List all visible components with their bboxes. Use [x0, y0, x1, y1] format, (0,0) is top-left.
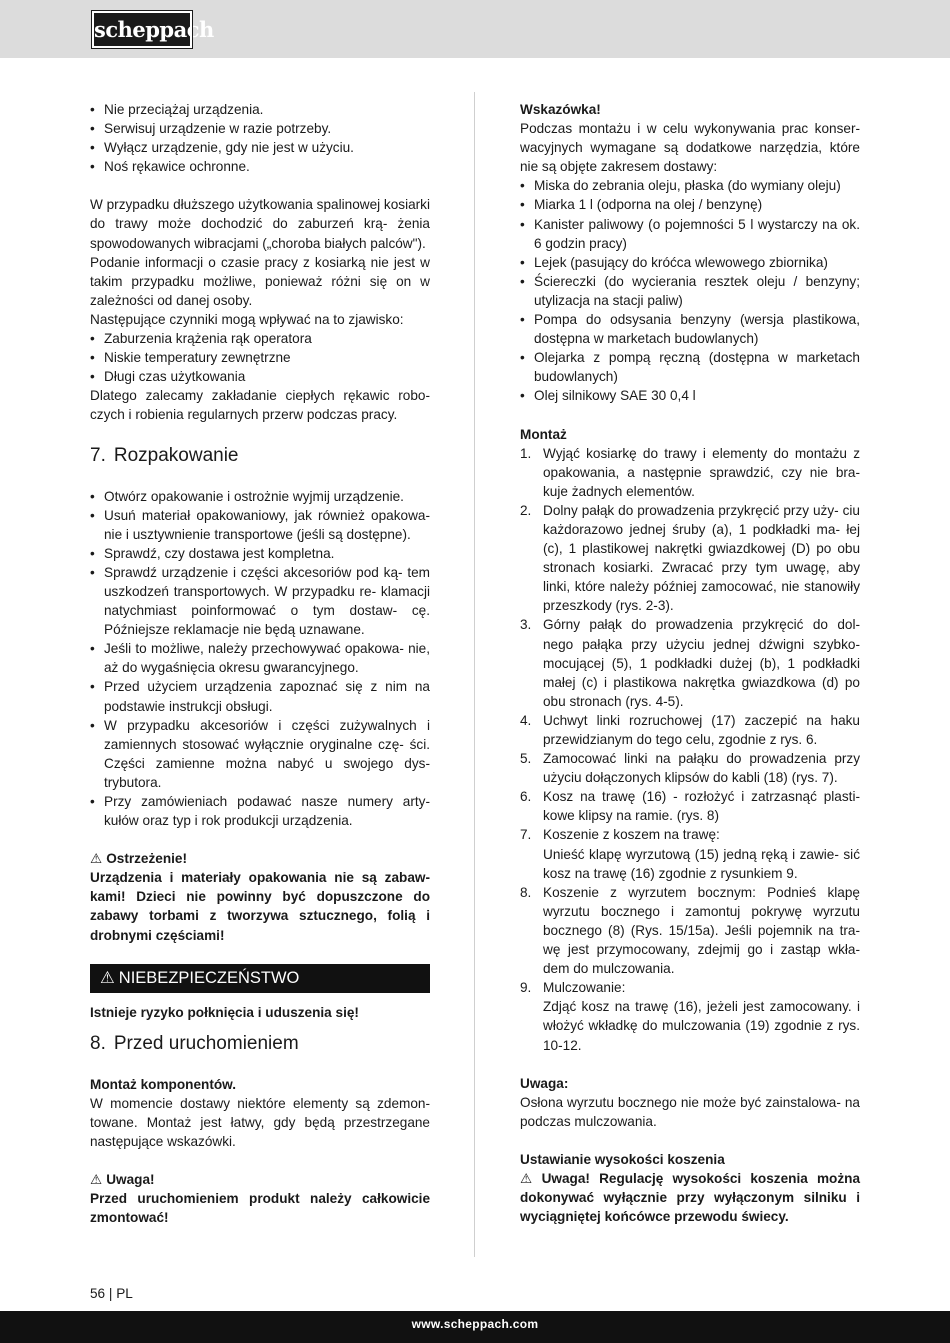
factors-list: [90, 329, 430, 386]
worktime-paragraph: Podanie informacji o czasie pracy z kosiarką nie jest w takim przypadku możliwe, ponieważ różni się on w zależności od danej osoby.: [90, 254, 430, 308]
right-column: [520, 100, 860, 1226]
danger-text: Istnieje ryzyko połknięcia i uduszenia się!: [90, 1004, 359, 1020]
note-heading: Uwaga:: [520, 1075, 569, 1091]
list-item: • Przed użyciem urządzenia zapoznać się z nim na podstawie instrukcji obsługi.: [90, 677, 430, 715]
tools-list: [520, 176, 860, 405]
recommendation-paragraph: Dlatego zalecamy zakładanie ciepłych rękawic robo- czych i robienia regularnych przerw podczas pracy.: [90, 388, 430, 423]
section-7-heading: 7. Rozpakowanie: [90, 444, 239, 466]
left-column: [90, 100, 430, 1227]
list-item: • Miska do zebrania oleju, płaska (do wymiany oleju): [520, 176, 860, 195]
list-item: • Zaburzenia krążenia rąk operatora: [90, 329, 430, 348]
hint-heading: Wskazówka!: [520, 102, 601, 117]
list-item: 8. Koszenie z wyrzutem bocznym: Podnieś klapę wyrzutu bocznego i zamontuj pokrywę wyrzutu bocznego (8) (Rys. 15/15a). Jeśli pojemnik na tra- wę jest przymocowany, zdejmij go i zastąp wkła- dem do mulczowania.: [520, 884, 860, 977]
list-item: • Jeśli to możliwe, należy przechowywać opakowa- nie, aż do wygaśnięcia okresu gwarancyjnego.: [90, 639, 430, 677]
usage-bullets: [90, 100, 430, 176]
brand-logo: scheppach: [92, 11, 192, 48]
note-text: Osłona wyrzutu bocznego nie może być zainstalowa- na podczas mulczowania.: [520, 1094, 860, 1129]
list-item: • Usuń materiał opakowaniowy, jak również opakowa- nie i usztywnienie transportowe (jeśli są dostępne).: [90, 506, 430, 544]
list-item: 7. Koszenie z koszem na trawę: Unieść klapę wyrzutową (15) jedną ręką i zawie- sić kosz na trawę (16) zgodnie z rysunkiem 9.: [520, 827, 860, 881]
list-item: • Pompa do odsysania benzyny (wersja plastikowa, dostępna w marketach budowlanych): [520, 310, 860, 348]
list-item: • Lejek (pasujący do króćca wlewowego zbiornika): [520, 253, 860, 272]
list-item: 1. Wyjąć kosiarkę do trawy i elementy do montażu z opakowania, a następnie sprawdzić, czy nie bra- kuje żadnych elementów.: [520, 445, 860, 499]
list-item: • Kanister paliwowy (o pojemności 5 l wystarczy na ok. 6 godzin pracy): [520, 215, 860, 253]
list-item: • Olejarka z pompą ręczną (dostępna w marketach budowlanych): [520, 348, 860, 386]
list-item: • Otwórz opakowanie i ostrożnie wyjmij urządzenie.: [90, 487, 430, 506]
danger-triangle-icon: ⚠: [100, 968, 115, 987]
list-item: 6. Kosz na trawę (16) - rozłożyć i zatrzasnąć plasti- kowe klipsy na ramie. (rys. 8): [520, 789, 860, 824]
warning-heading: ⚠ Ostrzeżenie!: [90, 851, 188, 867]
hint-text: Podczas montażu i w celu wykonywania prac konser- wacyjnych wymagane są dodatkowe narzędzia, które nie są objęte zakresem dostawy:: [520, 121, 860, 175]
warning-text: Urządzenia i materiały opakowania nie są zabaw- kami! Dzieci nie powinny być dopuszczone do zabawy torbami z tworzywa sztucznego, folią i drobnymi częściami!: [90, 870, 430, 943]
warning-triangle-icon: ⚠: [90, 851, 103, 867]
list-item: 5. Zamocować linki na pałąku do prowadzenia przy użyciu dołączonych klipsów do kabli (18) (rys. 7).: [520, 751, 860, 786]
list-item: 3. Górny pałąk do prowadzenia przykręcić do dol- nego pałąka przy użyciu jednej dźwigni szybko- mocującej (5), 1 podkładki dużej (b), 1 podkładki małej (c) i plastikowa nakrętka gwiazdkowa (d) po obu stronach (rys. 4-5).: [520, 617, 860, 709]
height-triangle-icon: ⚠: [520, 1170, 538, 1186]
unpacking-list: [90, 487, 430, 831]
list-item: • Sprawdź urządzenie i części akcesoriów pod ką- tem uszkodzeń transportowych. W przypadku re- klamacji natychmiast poinformować o tym dostaw- cę. Późniejsze reklamacje nie będą uznawane.: [90, 563, 430, 639]
website-url[interactable]: www.scheppach.com: [411, 1317, 539, 1331]
height-heading: Ustawianie wysokości koszenia: [520, 1151, 725, 1167]
list-item: • Wyłącz urządzenie, gdy nie jest w użyciu.: [90, 138, 430, 157]
list-item: 9. Mulczowanie: Zdjąć kosz na trawę (16), jeżeli jest zamocowany. i włożyć wkładkę do mulczowania (19) zgodnie z rys. 10-12.: [520, 980, 860, 1053]
list-item: • Sprawdź, czy dostawa jest kompletna.: [90, 544, 430, 563]
list-item: • Noś rękawice ochronne.: [90, 157, 430, 176]
list-item: • Serwisuj urządzenie w razie potrzeby.: [90, 119, 430, 138]
list-item: • Przy zamówieniach podawać nasze numery arty- kułów oraz typ i rok produkcji urządzenia.: [90, 792, 430, 830]
assembly-steps: [520, 444, 860, 1055]
list-item: • Miarka 1 l (odporna na olej / benzynę): [520, 195, 860, 214]
list-item: • Nie przeciążaj urządzenia.: [90, 100, 430, 119]
caution-heading: ⚠ Uwaga!: [90, 1172, 155, 1188]
page-number: 56 | PL: [90, 1286, 133, 1301]
list-item: • Długi czas użytkowania: [90, 367, 430, 386]
column-divider: [474, 92, 475, 1257]
list-item: • Olej silnikowy SAE 30 0,4 l: [520, 386, 860, 405]
factors-intro: Następujące czynniki mogą wpływać na to zjawisko:: [90, 311, 404, 327]
section-8-heading: 8. Przed uruchomieniem: [90, 1032, 299, 1054]
list-item: • Ściereczki (do wycierania resztek oleju / benzyny; utylizacja na stacji paliw): [520, 272, 860, 310]
danger-banner: ⚠ NIEBEZPIECZEŃSTWO: [90, 964, 430, 993]
caution-text: Przed uruchomieniem produkt należy całkowicie zmontować!: [90, 1191, 430, 1226]
assembly-text: W momencie dostawy niektóre elementy są zdemon- towane. Montaż jest łatwy, gdy będą przestrzegane następujące wskazówki.: [90, 1095, 430, 1150]
assembly-heading: Montaż komponentów.: [90, 1076, 236, 1092]
caution-triangle-icon: ⚠: [90, 1172, 103, 1188]
list-item: • W przypadku akcesoriów i części zużywalnych i zamiennych stosować wyłącznie oryginalne czę- ści. Części zamienne można nabyć u swojego dys- trybutora.: [90, 716, 430, 792]
height-warning: ⚠ Uwaga! Regulację wysokości koszenia można dokonywać wyłącznie przy wyłączonym silniku i wyciągniętej końcówce przewodu świecy.: [520, 1170, 861, 1225]
montaz-heading: Montaż: [520, 426, 567, 442]
list-item: • Niskie temperatury zewnętrzne: [90, 348, 430, 367]
vibration-paragraph: W przypadku dłuższego użytkowania spalinowej kosiarki do trawy może dochodzić do zaburzeń krą- żenia spowodowanych wibracjami („choroba białych palców").: [90, 197, 431, 251]
list-item: 2. Dolny pałąk do prowadzenia przykręcić przy uży- ciu każdorazowo jednej śruby (a), 1 podkładki ma- łej (c), 1 plastikowej nakrętki gwiazdkowej (D) po obu stronach kosiarki. Zwracać przy tym uwagę, aby linki, które należy później zamocować, nie stanowiły przeszkody (rys. 2-3).: [520, 502, 860, 614]
list-item: 4. Uchwyt linki rozruchowej (17) zaczepić na haku przewidzianym do tego celu, zgodnie z rys. 6.: [520, 712, 860, 747]
